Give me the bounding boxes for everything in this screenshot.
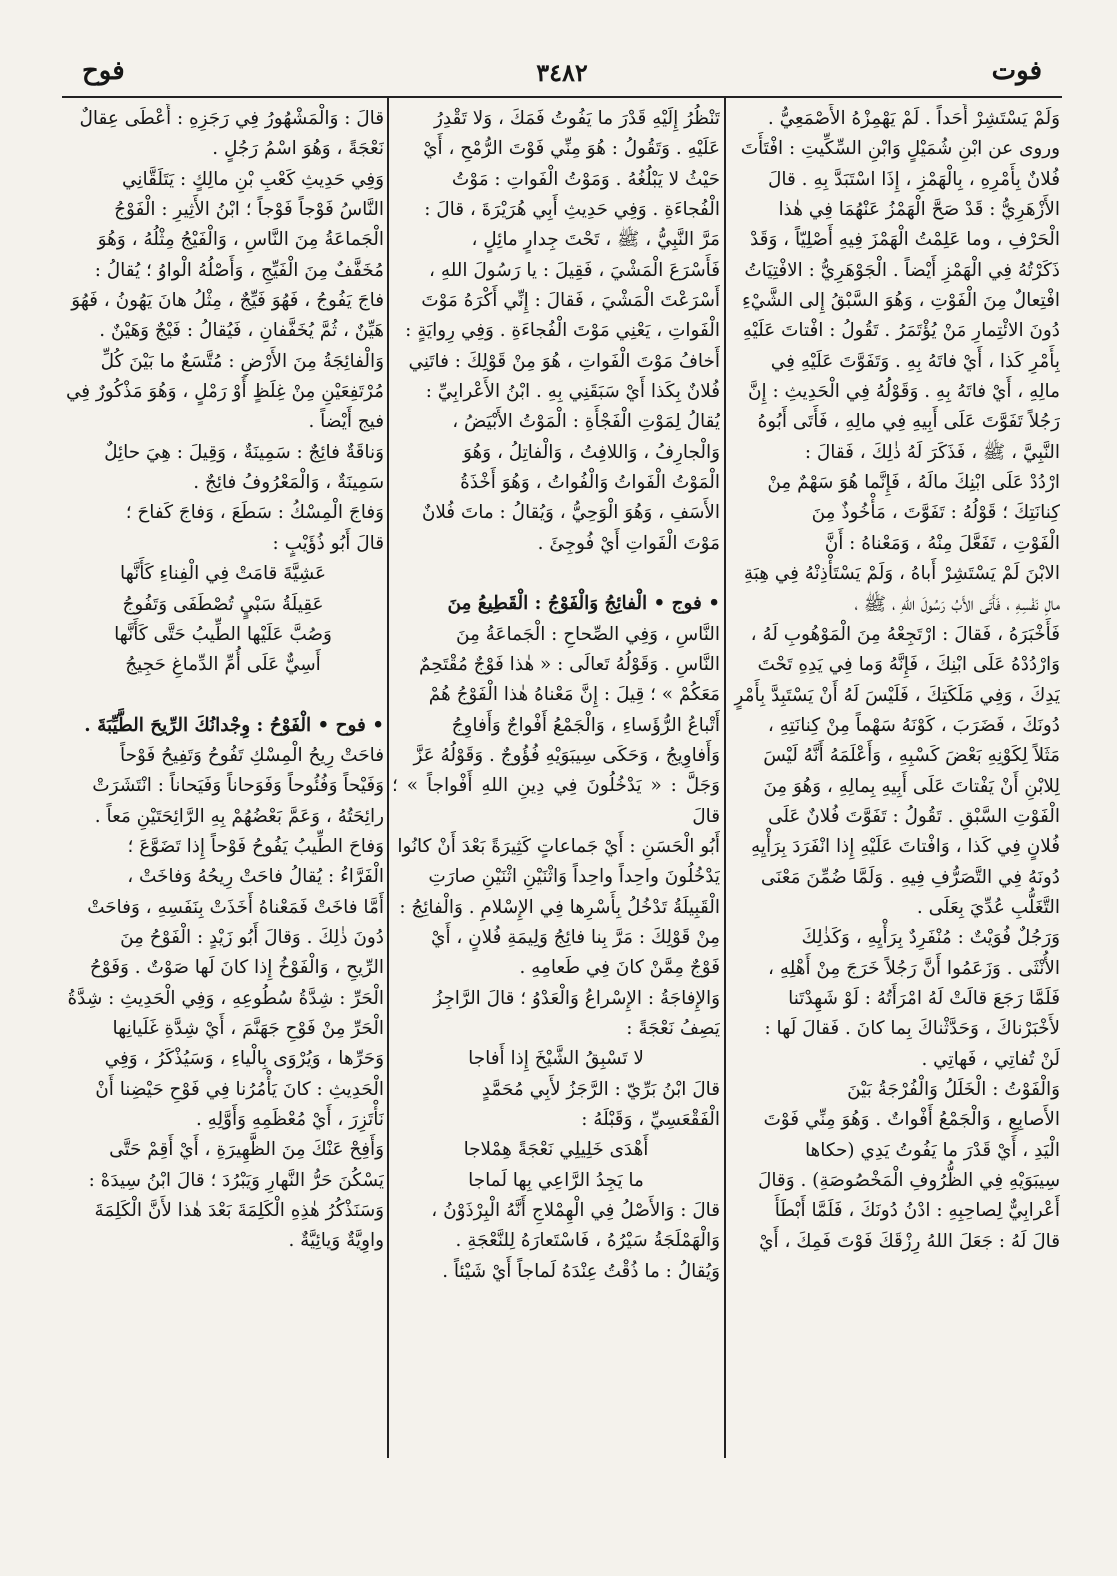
text-line: سَمِينَةٌ ، وَالْمَعْرُوفُ فائِجٌ .	[193, 472, 384, 494]
text-line: فُلانٌ بِكَذا أَيْ سَبَقَنِي بِهِ . ابْنُ الأَعْرابِيِّ :	[425, 381, 720, 403]
text-line: مَعَكُمْ » ؛ قِيلَ : إِنَّ مَعْناهُ هٰذا الْفَوْجُ هُمْ	[428, 684, 720, 706]
text-line: قالَ ابْنُ بَرِّيّ : الرَّجَزُ لأَبِي مُحَمَّدٍ	[481, 1078, 720, 1100]
text-line: فاحَتْ رِيحُ الْمِسْكِ تَفُوحُ وَتَفِيحُ فَوْحاً	[120, 744, 384, 766]
text-line: عَلَيْهِ . وَتَقُولُ : هُوَ مِنِّي فَوْتَ الرُّمْحِ ، أَيْ	[423, 138, 720, 160]
text-line: مَثَلاً لِكَوْنِهِ بَعْضَ كَسْبِهِ ، وَأَعْلَمَهُ أَنَّهُ لَيْسَ	[763, 745, 1060, 767]
text-line: الْيَدِ ، أَيْ قَدْرَ ما يَفُوتُ يَدِي (حكاها	[804, 1139, 1060, 1161]
text-line: النَّبِيَّ ، ﷺ ، فَذَكَرَ لَهُ ذٰلِكَ ، فَقالَ :	[804, 441, 1060, 463]
text-line: الأَسَفِ ، وَهُوَ الْوَحِيُّ ، وَيُقالُ : ماتَ فُلانٌ	[421, 502, 720, 524]
text-line: لَنْ تُفاتِي ، فَهاتِي .	[921, 1048, 1060, 1070]
text-line: دُونَ الائْتِمارِ مَنْ يُؤْتَمَرُ . تَقُولُ : افْتاتَ عَلَيْهِ	[742, 320, 1060, 342]
text-line: فُلانٍ فِي كَذا ، وَافْتاتَ عَلَيْهِ إِذا انْفَرَدَ بِرَأْيِهِ	[751, 836, 1060, 858]
text-line: يَدْخُلُونَ واحِداً واحِداً وَاثْنَيْنِ اثْنَيْنِ صارَتِ	[428, 866, 720, 888]
text-line: افْتِعالٌ مِنَ الْفَوْتِ ، وَهُوَ السَّبْقُ إِلى الشَّيْءِ	[741, 290, 1060, 312]
text-line: النَّاسِ ، وَفِي الصِّحاحِ : الْجَماعَةُ مِنَ	[455, 623, 720, 645]
text-line: ما يَجِدُ الرَّاعِي بِها لَماجا	[468, 1169, 644, 1191]
text-line: مُرْتَفِعَيْنِ مِنْ غِلَظٍ أَوْ رَمْلٍ ، وَهُوَ مَذْكُورٌ فِي	[65, 381, 384, 403]
column-divider	[724, 98, 726, 1458]
text-line: ذَكَرْتُهُ فِي الْهَمْزِ أَيْضاً . الْجَوْهَرِيُّ : الافْتِيَاتُ	[744, 259, 1060, 281]
text-line: لِلابْنِ أَنْ يَفْتاتَ عَلَى أَبِيهِ بِمالِهِ ، وَهُوَ مِنَ	[763, 775, 1060, 797]
text-line: وَجَلَّ : « يَدْخُلُونَ فِي دِينِ اللهِ أَفْواجاً » ؛ قالَ	[392, 775, 720, 827]
text-line: عَشِيَّةَ قامَتْ فِي الْفِناءِ كَأَنَّها	[120, 563, 326, 585]
text-line: دُونَ ذٰلِكَ . وَقالَ أَبُو زَيْدٍ : الْفَوْحُ مِنَ	[120, 926, 384, 948]
text-column-left	[62, 104, 384, 1504]
text-line: أَسْرَعْتَ الْمَشْيَ ، فَقالَ : إِنِّي أَكْرَهُ مَوْتَ	[421, 290, 720, 312]
text-line: عَقِيلَةُ سَبْيٍ تُصْطَفَى وَتَفُوجُ	[122, 593, 324, 615]
text-line: الأُنْثَى . وَزَعَمُوا أَنَّ رَجُلاً خَرَجَ مِنْ أَهْلِهِ ،	[768, 957, 1060, 979]
text-line: أَخافُ مَوْتَ الْفَواتِ ، هُوَ مِنْ قَوْلِكَ : فاتَنِي	[408, 350, 720, 372]
text-line: وَأَفِحْ عَنْكَ مِنَ الظَّهِيرَةِ ، أَيْ أَقِمْ حَتَّى	[109, 1139, 384, 1161]
text-line: فاجَ يَفُوجُ ، فَهُوَ فَيِّجٌ ، مِثْلُ هانَ يَهُونُ ، فَهُوَ	[71, 290, 384, 312]
text-line: يَسْكُنَ حَرُّ النَّهارِ وَيَبْرُدَ ؛ قالَ ابْنُ سِيدَهْ :	[88, 1169, 384, 1191]
text-line: مَرَّ النَّبِيُّ ، ﷺ ، تَحْتَ جِدارٍ مائِلٍ ،	[471, 229, 720, 251]
text-line: وَالْفائِجَةُ مِنَ الأَرْضِ : مُتَّسَعٌ ما بَيْنَ كُلِّ	[100, 350, 384, 372]
text-line: وَارْدُدْهُ عَلَى ابْنِكَ ، فَإِنَّهُ وَما فِي يَدِهِ تَحْتَ	[757, 654, 1060, 676]
text-line: وَفاحَ الطِّيبُ يَفُوحُ فَوْحاً إِذا تَضَوَّعَ ؛	[127, 835, 384, 857]
text-line: ارْدُدْ عَلَى ابْنِكَ مالَهُ ، فَإِنَّما هُوَ سَهْمٌ مِنْ	[767, 472, 1060, 494]
text-line: أَتْباعُ الرُّؤَساءِ ، وَالْجَمْعُ أَفْواجٌ وَأَفاوِجُ	[451, 714, 720, 736]
text-line: أَسِيٌّ عَلَى أُمِّ الدِّماغِ حَجِيجُ	[125, 654, 321, 676]
running-headword-right: فوت	[991, 56, 1042, 86]
text-line: الْمَوْتُ الْفَواتُ وَالْفُواتُ ، وَهُوَ أَخْذَةُ	[460, 472, 720, 494]
text-line: • فوح • الْفَوْحُ : وِجْدانُكَ الرِّيحَ الطَّيِّبَةَ .	[84, 714, 384, 736]
text-line: أَبُو الْحَسَنِ : أَيْ جَماعاتٍ كَثِيرَةً بَعْدَ أَنْ كانُوا	[397, 835, 720, 857]
text-line: وَناقَةٌ فائِجٌ : سَمِينَةٌ ، وَقِيلَ : هِيَ حائِلٌ	[104, 441, 384, 463]
text-line: بِأَمْرِ كَذا ، أَيْ فاتَهُ بِهِ . وَتَفَوَّتَ عَلَيْهِ فِي	[770, 350, 1060, 372]
text-line: الأَصابِعِ ، وَالْجَمْعُ أَفْواتٌ . وَهُوَ مِنِّي فَوْتَ	[763, 1109, 1060, 1131]
text-line: وَرَجُلٌ فُوَيْتٌ : مُنْفَرِدٌ بِرَأْيِهِ ، وَكَذٰلِكَ	[801, 927, 1060, 949]
text-line: حَيْثُ لا يَبْلُغُهُ . وَمَوْتُ الْفَواتِ : مَوْتُ	[451, 168, 720, 190]
text-line: مِنْ قَوْلِكَ : مَرَّ بِنا فائِجُ وَلِيمَةِ فُلانٍ ، أَيْ	[431, 926, 720, 948]
page-header	[62, 52, 1062, 96]
text-line: النَّاسِ . وَقَوْلُهُ تَعالَى : « هٰذا فَوْجٌ مُقْتَحِمٌ	[419, 653, 720, 675]
text-line: يُقالُ لِمَوْتِ الْفَجْأَةِ : الْمَوْتُ الأَبْيَضُ ،	[452, 411, 720, 433]
text-line: دُونَكَ ، فَضَرَبَ ، كَوْنَهُ سَهْماً مِنْ كِنانَتِهِ ،	[767, 714, 1060, 736]
text-line: قالَ لَهُ : جَعَلَ اللهُ رِزْقَكَ فَوْتَ فَمِكَ ، أَيْ	[759, 1230, 1060, 1252]
text-line	[62, 681, 384, 711]
text-line: نَأْتَزِرَ ، أَيْ مُعْظَمِهِ وَأَوَّلِهِ .	[195, 1109, 384, 1130]
text-line: أَمَّا فاخَتْ فَمَعْناهُ أَخَذَتْ بِنَفَسِهِ ، وَفاحَتْ	[87, 896, 384, 918]
text-line: فَأَخْبَرَهُ ، فَقالَ : ارْتَجِعْهُ مِنَ الْمَوْهُوبِ لَهُ ،	[750, 623, 1060, 645]
text-line: النَّاسُ فَوْجاً فَوْجاً ؛ ابْنُ الأَثِيرِ : الْفَوْجُ	[114, 199, 384, 221]
running-headword-left: فوح	[82, 56, 125, 86]
text-line: الابْنَ لَمْ يَسْتَشِرْ أَباهُ ، وَلَمْ يَسْتَأْذِنْهُ فِي هِبَةِ	[743, 563, 1060, 585]
text-line: نَعْجَةً ، وَهُوَ اسْمُ رَجُلٍ .	[212, 138, 384, 160]
text-line: الْحَرِّ : شِدَّةُ سُطُوعِهِ ، وَفِي الْحَدِيثِ : شِدَّةُ	[67, 987, 384, 1009]
text-line: وَالْهَمْلَجَةُ سَيْرُهُ ، فَاسْتَعارَهُ لِلنَّعْجَةِ .	[455, 1230, 720, 1252]
text-line: تَنْظُرُ إِلَيْهِ قَدْرَ ما يَفُوتُ فَمَكَ ، وَلا تَقْدِرُ	[434, 108, 720, 129]
text-line	[392, 559, 720, 589]
text-line: مالِ نَفْسِهِ ، فَأَتَى الأَبُ رَسُولَ اللهِ ، ﷺ ،	[854, 593, 1060, 615]
text-line: وَلَمْ يَسْتَشِرْ أَحَداً . لَمْ يَهْمِزْهُ الأَصْمَعِيُّ .	[767, 108, 1060, 129]
text-line: فَأَسْرَعَ الْمَشْيَ ، فَقِيلَ : يا رَسُولَ اللهِ ،	[429, 259, 720, 281]
text-line: فَوْجٌ مِمَّنْ كانَ فِي طَعامِهِ .	[519, 957, 720, 979]
text-line: أَهْدَى خَلِيلِي نَعْجَةً هِمْلاجا	[463, 1139, 649, 1161]
text-line: سِيبَوَيْهِ فِي الظُّرُوفِ الْمَخْصُوصَةِ) . وَقالَ	[757, 1170, 1060, 1192]
text-line: وَالْفَوْتُ : الْخَلَلُ وَالْفُرْجَةُ بَيْنَ	[847, 1079, 1060, 1100]
text-line: مُخَفَّفٌ مِنَ الْفَيِّجِ ، وَأَصْلُهُ الْواوُ ؛ يُقالُ :	[94, 259, 384, 281]
text-line: وَفَيْحاً وَفُئُوحاً وَفَوَحاناً وَفَيَحاناً : انْتَشَرَتْ	[92, 775, 384, 797]
text-line: الْحَرِّ مِنْ فَوْحِ جَهَنَّمَ ، أَيْ شِدَّةِ غَلَيانِها	[112, 1017, 384, 1039]
text-line: وَالإِفاجَةُ : الإِسْراعُ وَالْعَدْوُ ؛ قالَ الرَّاجِزُ	[433, 987, 720, 1009]
text-line: لأَخْبَرْناكَ ، وَحَدَّثْناكَ بِما كانَ . فَقالَ لَها :	[764, 1018, 1060, 1040]
text-column-right	[730, 104, 1060, 1459]
text-line: الْفَواتِ ، يَعْنِي مَوْتَ الْفُجاءَةِ . وَفِي رِوايَةٍ :	[405, 320, 720, 342]
text-line: وَفاجَ الْمِسْكُ : سَطَعَ ، وَفاجَ كَفاحَ ؛	[125, 502, 384, 524]
text-line: قالَ : وَالْمَشْهُورُ فِي رَجَزِهِ : أَعْطَى عِقالٌ	[79, 108, 384, 129]
text-line: الْجَماعَةُ مِنَ النَّاسِ ، وَالْفَيْجُ مِثْلُهُ ، وَهُوَ	[97, 229, 384, 251]
text-line: يَصِفُ نَعْجَةً :	[626, 1017, 720, 1039]
text-line: • فوج • الْفائِجُ وَالْفَوْجُ : الْقَطِيعُ مِنَ	[447, 593, 720, 615]
text-line: لا تَسْبِقُ الشَّيْخَ إِذا أَفاجا	[468, 1048, 644, 1070]
text-line: وَحَرِّها ، وَيُرْوَى بِالْياءِ ، وَسَيُذْكَرُ ، وَفِي	[104, 1048, 384, 1070]
text-line: وَصُبَّ عَلَيْها الطِّيبُ حَتَّى كَأَنَّها	[114, 623, 332, 645]
text-line: مَوْتَ الْفَواتِ أَيْ فُوجِئَ .	[537, 532, 720, 554]
text-line: وَأَفاوِيجُ ، وَحَكَى سِيبَوَيْهِ فُؤُوجٌ . وَقَوْلُهُ عَزَّ	[413, 744, 720, 766]
text-line: الْفَوْتِ السَّبْقِ . تَقُولُ : تَفَوَّتَ فُلانٌ عَلَى	[768, 805, 1060, 827]
text-column-middle	[392, 104, 720, 1459]
text-line: الأَزْهَرِيُّ : قَدْ صَحَّ الْهَمْزُ عَنْهُمَا فِي هٰذا	[778, 199, 1060, 221]
text-line: الْفَوْتِ ، تَفَعَّلَ مِنْهُ ، وَمَعْناهُ : أَنَّ	[824, 532, 1060, 554]
text-line: دُونَهُ فِي التَّصَرُّفِ فِيهِ . وَلَمَّا ضُمِّنَ مَعْنَى	[760, 866, 1060, 888]
text-line: واوِيَّةٌ وَيائِيَّةٌ .	[288, 1230, 384, 1252]
text-line: وَيُقالُ : ما ذُقْتُ عِنْدَهُ لَماجاً أَيْ شَيْئاً .	[442, 1260, 720, 1282]
text-line: وَالْجارِفُ ، وَاللافِتُ ، وَالْفاتِلُ ، وَهُوَ	[463, 441, 720, 463]
text-line: أَعْرابِيٌّ لِصاحِبِهِ : ادْنُ دُونَكَ ، فَلَمَّا أَبْطَأَ	[774, 1200, 1060, 1222]
column-divider	[387, 98, 389, 1458]
text-line: التَّغَلُّبِ عُدِّيَ بِعَلَى .	[916, 896, 1060, 918]
text-line: قالَ أَبُو ذُؤَيْبٍ :	[272, 532, 384, 554]
text-line: رائِحَتُهُ ، وَعَمَّ بَعْضُهُمْ بِهِ الرَّائِحَتَيْنِ مَعاً .	[94, 805, 384, 827]
text-line: الْفَرَّاءُ : يُقالُ فاحَتْ رِيحُهُ وَفاخَتْ ،	[127, 866, 384, 888]
text-line: فَلَمَّا رَجَعَ قالَتْ لَهُ امْرَأَتُهُ : لَوْ شَهِدْتَنا	[788, 987, 1060, 1009]
text-line: يَدِكَ ، وَفِي مَلَكَتِكَ ، فَلَيْسَ لَهُ أَنْ يَسْتَبِدَّ بِأَمْرٍ	[734, 684, 1060, 706]
text-line: وَسَنَذْكُرُ هٰذِهِ الْكَلِمَةَ بَعْدَ هٰذا لأَنَّ الْكَلِمَةَ	[94, 1200, 384, 1222]
text-line: الْقَبِيلَةُ تَدْخُلُ بِأَسْرِها فِي الإِسْلامِ . وَالْفائِجُ :	[399, 896, 720, 918]
text-line: الْفَقْعَسِيِّ ، وَقَبْلَهُ :	[581, 1109, 720, 1130]
text-line: قالَ : وَالأَصْلُ فِي الْهِمْلاجِ أَنَّهُ الْبِرْذَوْنُ ،	[431, 1200, 720, 1222]
text-line: فُلانٌ بِأَمْرِهِ ، بِالْهَمْزِ ، إِذَا اسْتَبَدَّ بِهِ . قالَ	[768, 168, 1060, 190]
text-line: وَفِي حَدِيثِ كَعْبِ بْنِ مالِكٍ : يَتَلَقَّانِي	[122, 168, 384, 190]
text-line: الْحَدِيثِ : كانَ يَأْمُرُنا فِي فَوْحِ حَيْضِنا أَنْ	[95, 1078, 384, 1100]
text-line: مالِهِ ، أَيْ فاتَهُ بِهِ . وَقَوْلُهُ فِي الْحَدِيثِ : إِنَّ	[748, 381, 1060, 403]
page-number: ٣٤٨٢	[536, 58, 588, 87]
text-line: الرِّيحِ ، وَالْفَوْخُ إِذا كانَ لَها صَوْتٌ . وَفَوْحُ	[89, 957, 384, 979]
text-line: هَيِّنٌ ، ثُمَّ يُخَفَّفانِ ، فَيُقالُ : فَيْجٌ وَهَيْنٌ .	[99, 320, 384, 342]
text-line: رَجُلاً تَفَوَّتَ عَلَى أَبِيهِ فِي مالِهِ ، فَأَتَى أَبُوهُ	[757, 411, 1060, 433]
text-line: وروى عن ابْنِ شُمَيْلٍ وَابْنِ السِّكِّيتِ : افْتَأَتَ	[740, 138, 1060, 160]
text-line: كِنانَتِكَ ؛ قَوْلُهُ : تَفَوَّتَ ، مَأْخُوذٌ مِنَ	[811, 502, 1060, 524]
header-rule	[62, 96, 1062, 98]
text-line: فيج أَيْضاً .	[308, 411, 384, 433]
text-line: الْفُجاءَةِ . وَفِي حَدِيثِ أَبِي هُرَيْرَةَ ، قالَ :	[424, 199, 720, 221]
text-line: الْحَرْفِ ، وما عَلِمْتُ الْهَمْزَ فِيهِ أَصْلِيّاً ، وَقَدْ	[750, 229, 1060, 251]
